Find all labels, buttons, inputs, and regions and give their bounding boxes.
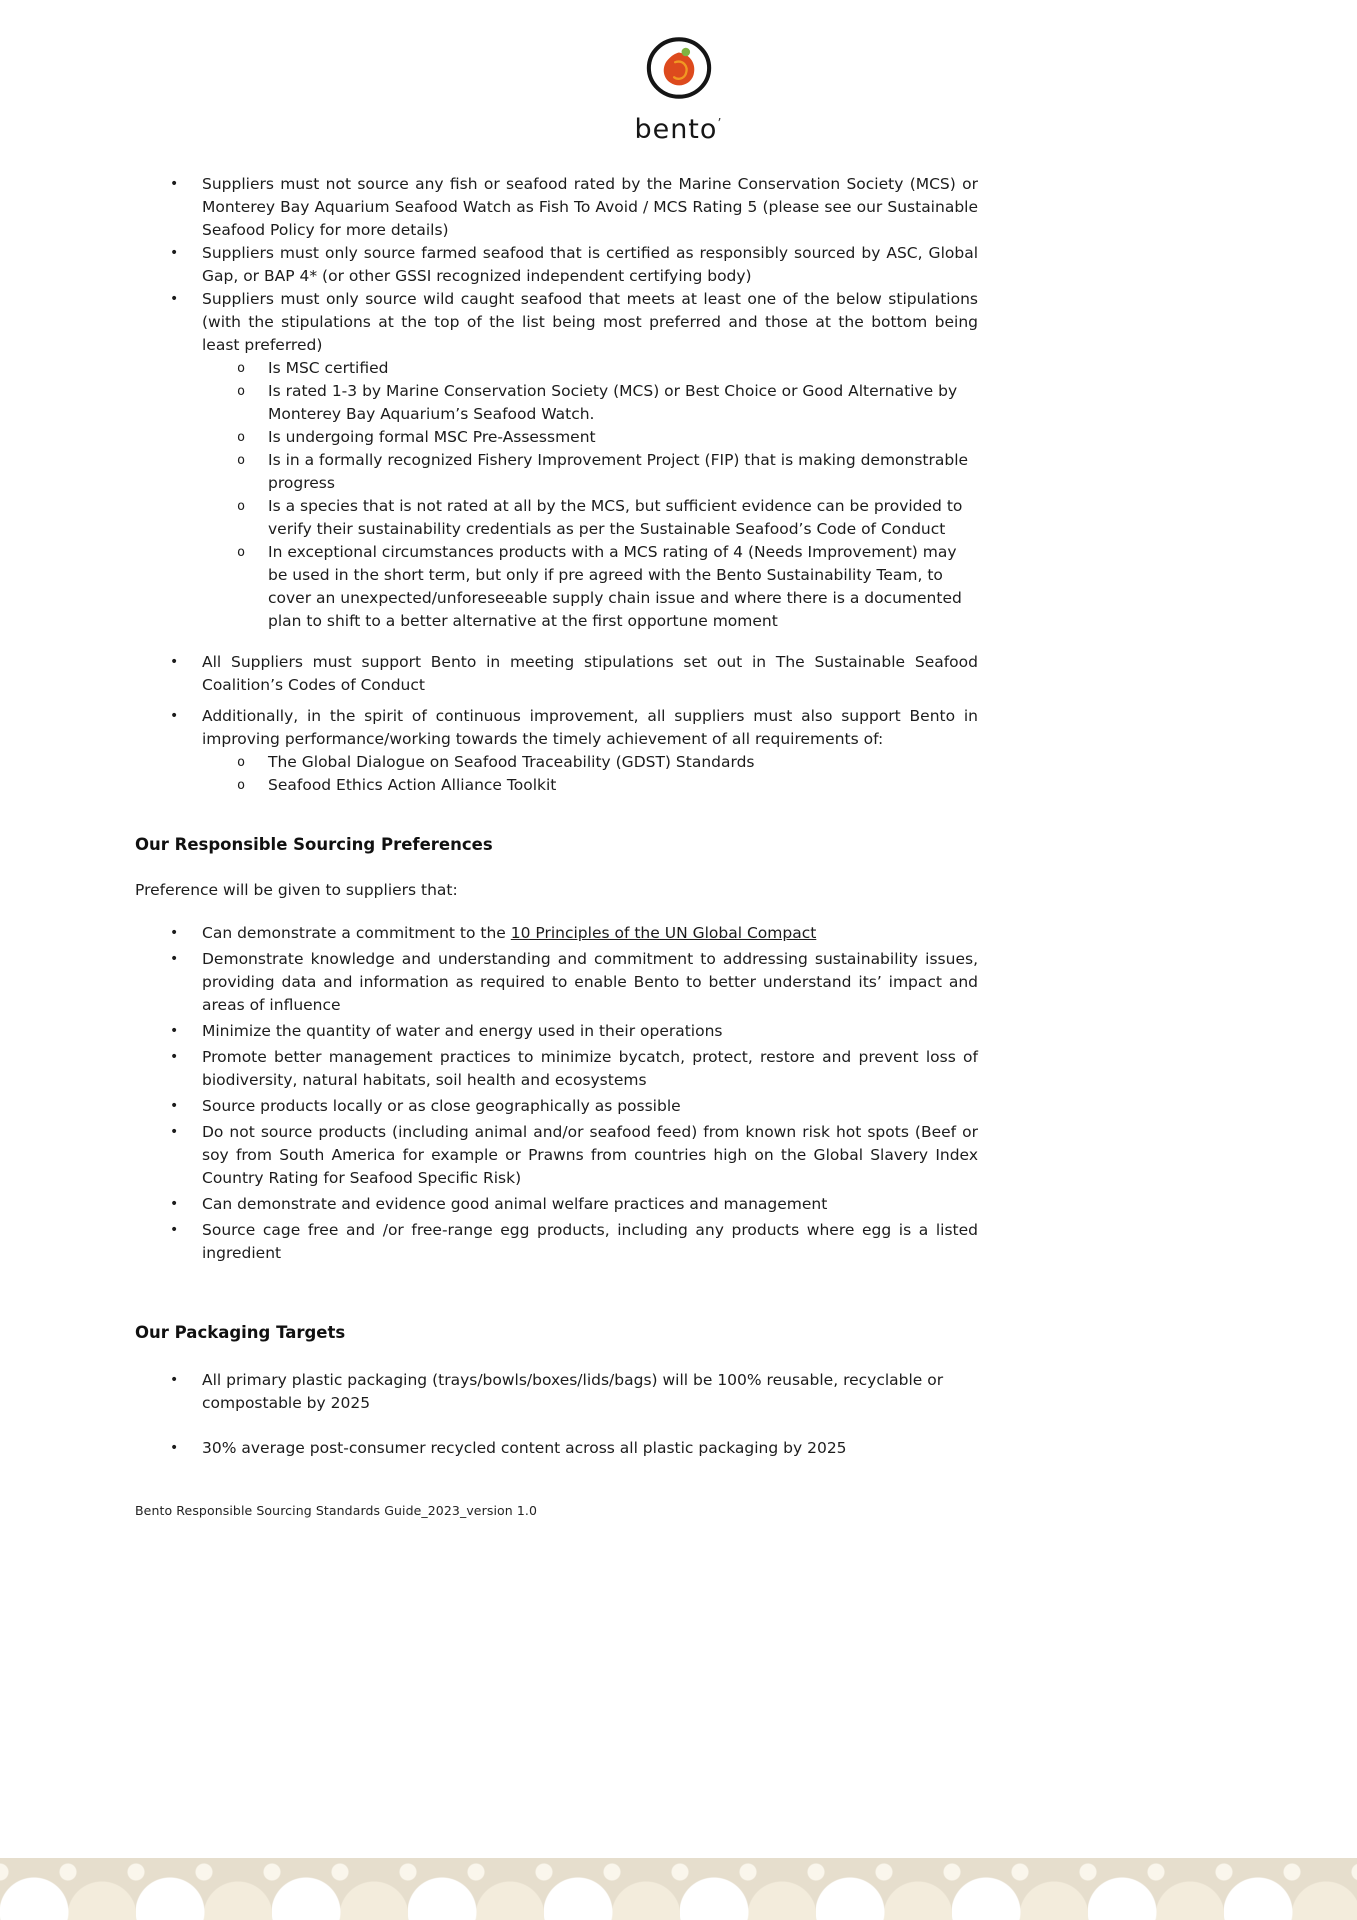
bullet-item (135, 922, 978, 945)
section-heading-packaging-targets: Our Packaging Targets (135, 1323, 346, 1342)
bullet-marker-icon: • (170, 951, 179, 967)
bullet-text: Suppliers must only source farmed seafood that is certified as responsibly sourced by ASC, Global Gap, or BAP 4* (or other GSSI recognized independent certifying body) (202, 244, 978, 285)
bullet-marker-icon: • (170, 1440, 179, 1456)
sub-bullet-text: Is rated 1-3 by Marine Conservation Society (MCS) or Best Choice or Good Alternative by Monterey Bay Aquarium’s Seafood Watch. (268, 382, 958, 423)
document-footer: Bento Responsible Sourcing Standards Guide_2023_version 1.0 (135, 1503, 538, 1518)
bullet-text: 30% average post-consumer recycled content across all plastic packaging by 2025 (202, 1439, 847, 1457)
sub-bullet-marker-icon: o (237, 383, 246, 399)
sub-bullet-text: Is undergoing formal MSC Pre-Assessment (268, 428, 596, 446)
un-global-compact-link[interactable]: 10 Principles of the UN Global Compact (510, 924, 817, 942)
bullet-item (135, 705, 978, 751)
brand-wordmark (0, 110, 1357, 145)
sub-bullet-marker-icon: o (237, 452, 246, 468)
bullet-text: Source cage free and /or free-range egg products, including any products where egg is a listed ingredient (202, 1221, 978, 1262)
sub-bullet-marker-icon: o (237, 429, 246, 445)
bullet-item (135, 1020, 978, 1043)
sub-bullet-text: Seafood Ethics Action Alliance Toolkit (268, 776, 557, 794)
bullet-text: Source products locally or as close geographically as possible (202, 1097, 681, 1115)
sub-bullet-item (135, 495, 978, 541)
bullet-text: All Suppliers must support Bento in meeting stipulations set out in The Sustainable Seafood Coalition’s Codes of Conduct (202, 653, 978, 694)
sub-bullet-marker-icon: o (237, 754, 246, 770)
sub-bullet-item (135, 426, 978, 449)
sub-bullet-marker-icon: o (237, 360, 246, 376)
bullet-marker-icon: • (170, 1023, 179, 1039)
document-body (135, 173, 978, 1460)
bullet-text: Additionally, in the spirit of continuous improvement, all suppliers must also support Bento in improving performance/working towards the timely achievement of all requirements of: (202, 707, 978, 748)
preferences-intro: Preference will be given to suppliers that: (135, 881, 458, 899)
bullet-text: Can demonstrate and evidence good animal welfare practices and management (202, 1195, 828, 1213)
bullet-item (135, 1095, 978, 1118)
bullet-marker-icon: • (170, 1098, 179, 1114)
bullet-text: Demonstrate knowledge and understanding and commitment to addressing sustainability issues, providing data and information as required to enable Bento to better understand its’ impact and areas of influence (202, 950, 978, 1014)
sub-bullet-text: Is a species that is not rated at all by the MCS, but sufficient evidence can be provided to verify their sustainability credentials as per the Sustainable Seafood’s Code of Conduct (268, 497, 963, 538)
link-item-prefix: Can demonstrate a commitment to the (202, 924, 511, 942)
sub-bullet-item (135, 541, 978, 633)
bullet-item (135, 1369, 978, 1415)
sub-bullet-item (135, 380, 978, 426)
bullet-item (135, 173, 978, 242)
bullet-marker-icon: • (170, 1372, 179, 1388)
bullet-marker-icon: • (170, 708, 179, 724)
sub-bullet-text: Is MSC certified (268, 359, 389, 377)
bullet-marker-icon: • (170, 925, 179, 941)
brand-name: bento (634, 114, 718, 145)
bento-logo-icon (640, 34, 718, 104)
bullet-item (135, 1219, 978, 1265)
bullet-marker-icon: • (170, 245, 179, 261)
bullet-item (135, 1437, 978, 1460)
bullet-text: Minimize the quantity of water and energy used in their operations (202, 1022, 723, 1040)
bullet-marker-icon: • (170, 1196, 179, 1212)
sub-bullet-item (135, 357, 978, 380)
brand-mark: ’ (717, 117, 723, 132)
sub-bullet-marker-icon: o (237, 544, 246, 560)
bullet-text: Suppliers must not source any fish or seafood rated by the Marine Conservation Society (MCS) or Monterey Bay Aquarium Seafood Watch as Fish To Avoid / MCS Rating 5 (please see our Sustainable Seafood Policy for more details) (202, 175, 978, 239)
bullet-text: All primary plastic packaging (trays/bowls/boxes/lids/bags) will be 100% reusable, recyclable or compostable by 2025 (202, 1371, 944, 1412)
sub-bullet-item (135, 774, 978, 797)
decorative-dots-border (0, 1858, 1357, 1920)
bullet-item (135, 948, 978, 1017)
bullet-marker-icon: • (170, 654, 179, 670)
sub-bullet-text: The Global Dialogue on Seafood Traceability (GDST) Standards (268, 753, 755, 771)
bullet-text: Promote better management practices to minimize bycatch, protect, restore and prevent loss of biodiversity, natural habitats, soil health and ecosystems (202, 1048, 978, 1089)
bullet-marker-icon: • (170, 1049, 179, 1065)
bullet-item (135, 1193, 978, 1216)
bullet-text: Suppliers must only source wild caught seafood that meets at least one of the below stipulations (with the stipulations at the top of the list being most preferred and those at the bottom being least preferred) (202, 290, 978, 354)
bullet-item (135, 242, 978, 288)
bullet-text (202, 922, 978, 945)
bullet-text: Do not source products (including animal and/or seafood feed) from known risk hot spots (Beef or soy from South America for example or Prawns from countries high on the Global Slavery Index Country Rating for Seafood Specific Risk) (202, 1123, 978, 1187)
bullet-marker-icon: • (170, 1222, 179, 1238)
sub-bullet-text: In exceptional circumstances products with a MCS rating of 4 (Needs Improvement) may be used in the short term, but only if pre agreed with the Bento Sustainability Team, to cover an unexpected/unforeseeable supply chain issue and where there is a documented plan to shift to a better alternative at the first opportune moment (268, 543, 962, 630)
sub-bullet-item (135, 449, 978, 495)
bullet-item (135, 288, 978, 357)
section-heading-responsible-sourcing-preferences: Our Responsible Sourcing Preferences (135, 835, 493, 854)
sub-bullet-item (135, 751, 978, 774)
bullet-item (135, 1121, 978, 1190)
sub-bullet-text: Is in a formally recognized Fishery Improvement Project (FIP) that is making demonstrable progress (268, 451, 969, 492)
bullet-marker-icon: • (170, 1124, 179, 1140)
brand-logo (0, 0, 1357, 145)
bullet-marker-icon: • (170, 291, 179, 307)
bullet-marker-icon: • (170, 176, 179, 192)
bullet-item (135, 651, 978, 697)
sub-bullet-marker-icon: o (237, 498, 246, 514)
sub-bullet-marker-icon: o (237, 777, 246, 793)
bullet-item (135, 1046, 978, 1092)
